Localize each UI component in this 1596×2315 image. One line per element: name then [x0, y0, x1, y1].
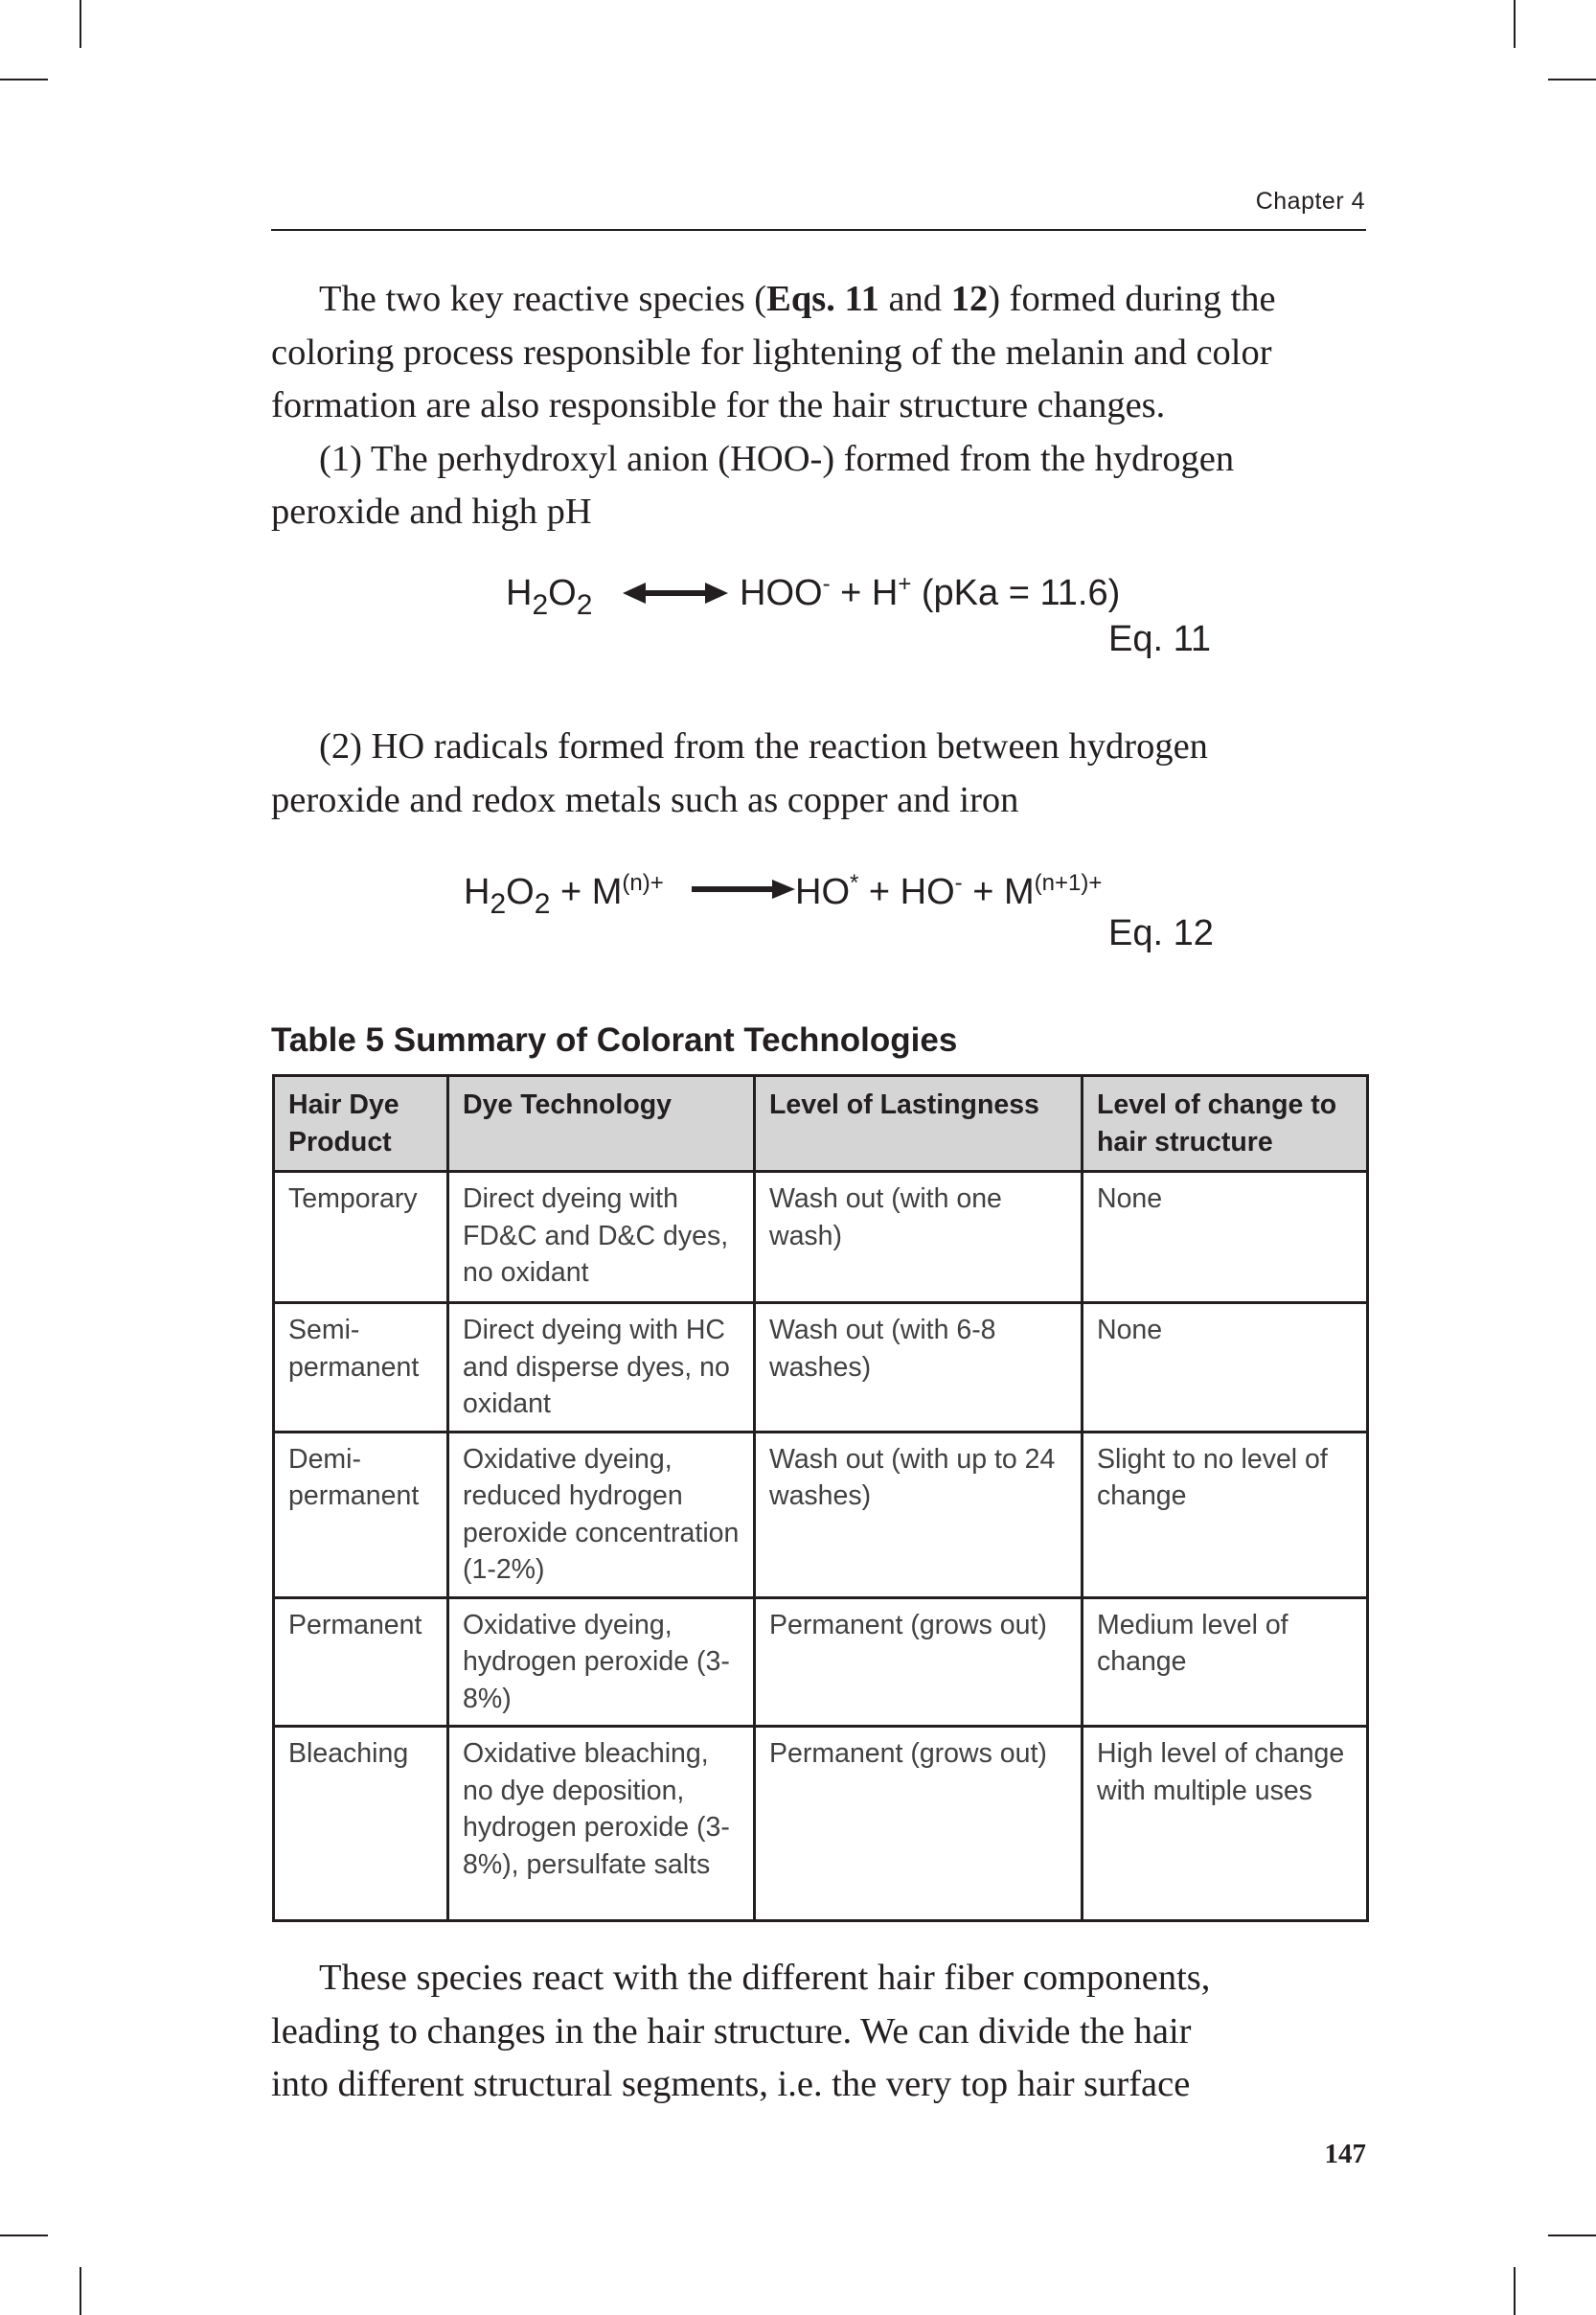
equation-11-label: Eq. 11	[1108, 619, 1212, 659]
paragraph-radicals	[271, 721, 1366, 827]
table-cell: Slight to no level of change	[1083, 1432, 1368, 1597]
table-cell: Wash out (with up to 24 washes)	[755, 1432, 1083, 1597]
table-cell: Permanent (grows out)	[755, 1727, 1083, 1921]
table-cell: None	[1083, 1303, 1368, 1433]
table-cell: Oxidative dyeing, reduced hydrogen peroxide concentration (1-2%)	[448, 1432, 755, 1597]
table-cell: Wash out (with one wash)	[755, 1172, 1083, 1303]
table-row	[274, 1432, 1368, 1597]
paragraph-line: peroxide and redox metals such as copper and iron	[271, 779, 1019, 820]
table-cell: None	[1083, 1172, 1368, 1303]
table-cell: High level of change with multiple uses	[1083, 1727, 1368, 1921]
equation-12: $H_2O_2 + M^{(n)+}$	[464, 870, 664, 920]
table-cell: Direct dyeing with HC and disperse dyes, no oxidant	[448, 1303, 755, 1433]
crop-mark	[1514, 0, 1516, 48]
reaction-arrow-icon	[692, 877, 795, 902]
table-cell: Direct dyeing with FD&C and D&C dyes, no oxidant	[448, 1172, 755, 1303]
equation-12-label: Eq. 12	[1108, 913, 1214, 953]
crop-mark	[80, 0, 81, 48]
table-cell: Temporary	[274, 1172, 448, 1303]
crop-mark	[1548, 79, 1596, 80]
column-header: Hair Dye Product	[274, 1076, 448, 1172]
column-header: Dye Technology	[448, 1076, 755, 1172]
table-cell: Permanent	[274, 1597, 448, 1727]
paragraph-line: peroxide and high pH	[271, 492, 592, 532]
table-row	[274, 1303, 1368, 1433]
table-cell: Demi-permanent	[274, 1432, 448, 1597]
paragraph-line: into different structural segments, i.e. the very top hair surface	[271, 2064, 1191, 2104]
table-caption: Table 5 Summary of Colorant Technologies	[271, 1021, 958, 1059]
paragraph-line: The two key reactive species (Eqs. 11 and 12) formed during the	[319, 279, 1276, 319]
paragraph-line: formation are also responsible for the hair structure changes.	[271, 385, 1166, 425]
paragraph-line: leading to changes in the hair structure. We can divide the hair	[271, 2010, 1192, 2051]
equation-11-products: HOO- + H+ (pKa = 11.6)	[740, 571, 1121, 613]
equilibrium-arrow-icon	[623, 579, 728, 607]
paragraph-line: (2) HO radicals formed from the reaction between hydrogen	[319, 726, 1208, 767]
paragraph-intro	[271, 273, 1366, 539]
eq-ref: 12	[950, 279, 989, 319]
table-row	[274, 1597, 1368, 1727]
table-cell: Medium level of change	[1083, 1597, 1368, 1727]
table-cell: Permanent (grows out)	[755, 1597, 1083, 1727]
colorant-summary-table	[272, 1074, 1369, 1922]
crop-mark	[0, 2235, 48, 2236]
page-number: 147	[1324, 2139, 1366, 2169]
column-header: Level of Lastingness	[755, 1076, 1083, 1172]
table-cell: Bleaching	[274, 1727, 448, 1921]
header-rule	[271, 229, 1366, 231]
crop-mark	[0, 79, 48, 80]
table-cell: Wash out (with 6-8 washes)	[755, 1303, 1083, 1433]
table-header-row	[274, 1076, 1368, 1172]
paragraph-line: coloring process responsible for lightening of the melanin and color	[271, 332, 1272, 373]
eq-ref: Eqs. 11	[766, 279, 879, 319]
crop-mark	[1548, 2235, 1596, 2236]
equation-11: $H_2O_2$	[506, 573, 593, 621]
column-header: Level of change to hair structure	[1083, 1076, 1368, 1172]
table-cell: Semi-permanent	[274, 1303, 448, 1433]
crop-mark	[1514, 2267, 1516, 2315]
table-cell: Oxidative bleaching, no dye deposition, hydrogen peroxide (3-8%), persulfate salts	[448, 1727, 755, 1921]
crop-mark	[80, 2267, 81, 2315]
equation-12-products: $HO^* + HO^- + M^{(n+1)+}$	[795, 870, 1103, 912]
paragraph-line: These species react with the different hair fiber components,	[319, 1958, 1211, 1998]
paragraph-closing	[271, 1952, 1366, 2112]
running-head: Chapter 4	[1255, 188, 1365, 215]
table-row	[274, 1727, 1368, 1921]
table-row	[274, 1172, 1368, 1303]
table-cell: Oxidative dyeing, hydrogen peroxide (3-8%)	[448, 1597, 755, 1727]
paragraph-line: (1) The perhydroxyl anion (HOO-) formed from the hydrogen	[319, 438, 1235, 479]
